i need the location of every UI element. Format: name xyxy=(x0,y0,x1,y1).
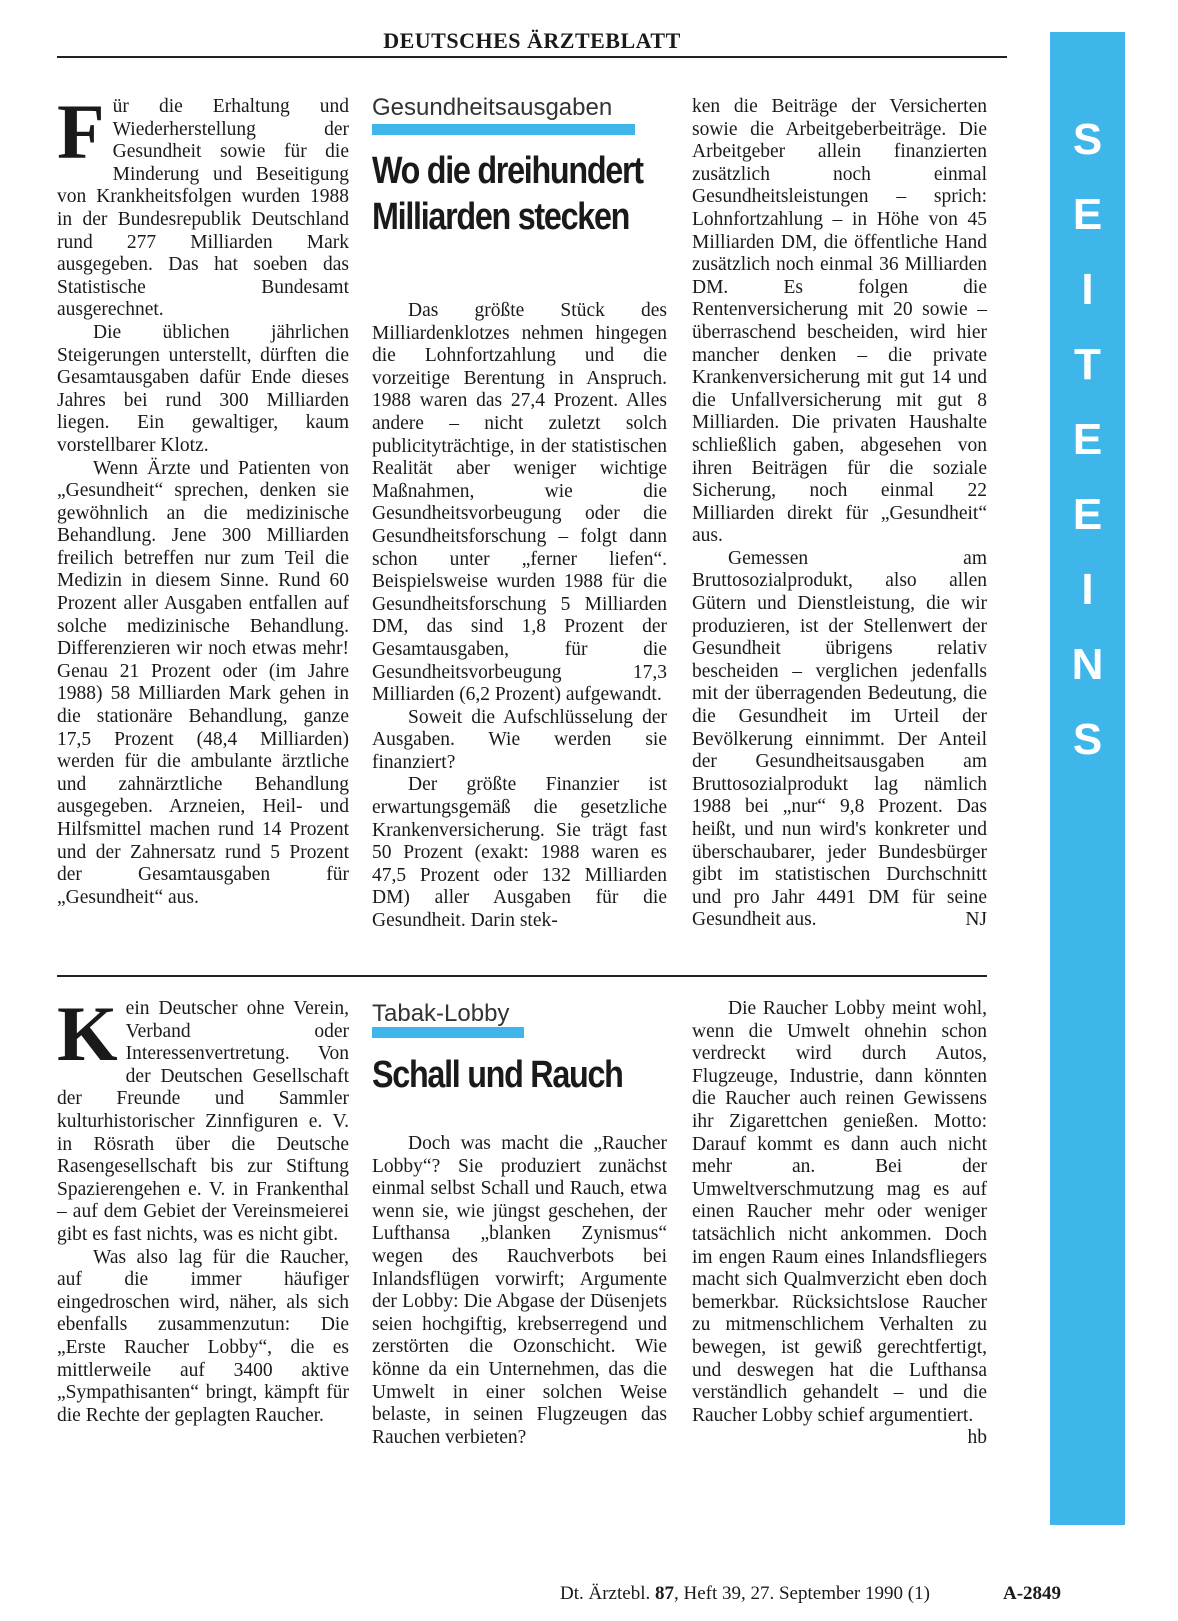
article2-column1 xyxy=(57,990,349,1427)
paragraph: ein Deutscher ohne Verein, Verband oder Interessenvertretung. Von der Deutschen Gesellschaft der Freunde und Sammler kulturhistorischer Zinnfiguren e. V. in Rösrath über die Deutsche Rasengesellschaft bis zur Stiftung Spazierengehen e. V. in Frankenthal – auf dem Gebiet der Vereinsmeierei gibt es fast nichts, was es nicht gibt. xyxy=(57,998,349,1245)
paragraph: Die üblichen jährlichen Steigerungen unterstellt, dürften die Gesamtausgaben dafür Ende dieses Jahres bei rund 300 Milliarden liegen. Ein gewaltiger, kaum vorstellbarer Klotz. xyxy=(57,321,349,456)
sidebar-letter: E xyxy=(1072,490,1103,539)
headline-line: Milliarden stecken xyxy=(372,196,630,238)
paragraph: ür die Erhaltung und Wiederherstellung der Gesundheit sowie für die Minderung und Beseitigung von Krankheitsfolgen wurden 1988 in der Bundesrepublik Deutschland rund 277 Milliarden Mark ausgegeben. Das hat soeben das Statistische Bundesamt ausgerechnet. xyxy=(57,96,349,321)
citation-volume: 87 xyxy=(654,1583,674,1604)
article-divider xyxy=(57,975,987,977)
sidebar-letter: T xyxy=(1074,340,1101,389)
paragraph: Wenn Ärzte und Patienten von „Gesundheit“ sprechen, denken sie gewöhnlich an die medizinische Behandlung. Jene 300 Milliarden freilich betreffen nur zum Teil die Medizin in diesem Sinne. Rund 60 Prozent aller Ausgaben entfallen auf solche medizinische Behandlung. Differenzieren wir noch etwas mehr! Genau 21 Prozent oder (im Jahre 1988) 58 Milliarden Mark gehen in die stationäre Behandlung, ganze 17,5 Prozent (48,4 Milliarden) werden für die ambulante ärztliche und zahnärztliche Behandlung ausgegeben. Arzneien, Heil- und Hilfsmittel machen rund 14 Prozent und der Zahnersatz rund 5 Prozent der Gesamtausgaben für „Gesundheit“ aus. xyxy=(57,457,349,908)
article1-kicker-bar xyxy=(372,124,635,135)
article1-headline xyxy=(372,148,670,240)
seite-eins-sidebar xyxy=(1050,32,1125,1525)
page-number: A-2849 xyxy=(1003,1583,1062,1604)
sidebar-letter: S xyxy=(1072,715,1103,764)
paragraph: Doch was macht die „Raucher Lobby“? Sie produziert zunächst einmal selbst Schall und Rauch, etwa wenn sie, wie jüngst geschehen, der Lufthansa „blanken Zynismus“ wegen des Rauchverbots bei Inlandsflügen vorwirft; Argumente der Lobby: Die Abgase der Düsenjets seien hochgiftig, krebserregend und zerstörten die Ozonschicht. Wie könne da ein Unternehmen, das die Umwelt in einer solchen Weise belaste, in seinen Flugzeugen das Rauchen verbieten? xyxy=(372,1133,667,1448)
paragraph: Das größte Stück des Milliardenklotzes nehmen hingegen die Lohnfortzahlung und die vorzeitige Berentung in Anspruch. 1988 waren das 27,4 Prozent. Alles andere – nicht zuletzt solch publicityträchtige, in der statistischen Realität aber weniger wichtige Maßnahmen, wie die Gesundheitsvorbeugung oder die Gesundheitsforschung – folgt dann schon unter „ferner liefen“. Beispielsweise wurden 1988 für die Gesundheitsforschung 5 Milliarden DM, das sind 1,8 Prozent der Gesamtausgaben, für die Gesundheitsvorbeugung 17,3 Milliarden (6,2 Prozent) aufgewandt. xyxy=(372,300,667,706)
masthead: DEUTSCHES ÄRZTEBLATT xyxy=(383,28,681,53)
paragraph xyxy=(692,998,987,1449)
article2-kicker: Tabak-Lobby xyxy=(372,1000,510,1027)
headline-line: Wo die dreihundert xyxy=(372,150,643,192)
article1-kicker: Gesundheitsausgaben xyxy=(372,94,613,121)
article1-column2 xyxy=(372,300,667,933)
paragraph: ken die Beiträge der Versicherten sowie die Arbeitgeberbeiträge. Die Arbeitgeber allein finanzierten zusätzlich noch einmal Gesundheitsleistungen – sprich: Lohnfortzahlung – in Höhe von 45 Milliarden DM, die öffentliche Hand zusätzlich noch einmal 36 Milliarden DM. Es folgen die Rentenversicherung mit 20 sowie – überraschend bescheiden, wird hier mancher denken – die private Krankenversicherung mit gut 14 und die Unfallversicherung mit gut 8 Milliarden. Die privaten Haushalte schließlich gaben, abgesehen von ihren Beiträgen für die soziale Sicherung, noch einmal 22 Milliarden direkt für „Gesundheit“ aus. xyxy=(692,96,987,547)
sidebar-letters xyxy=(1050,102,1125,777)
paragraph: Der größte Finanzier ist erwartungsgemäß die gesetzliche Krankenversicherung. Sie trägt fast 50 Prozent (exakt: 1988 waren es 47,5 Prozent oder 132 Milliarden DM) aller Ausgaben für die Gesundheit. Darin stek- xyxy=(372,774,667,932)
paragraph: Soweit die Aufschlüsselung der Ausgaben. Wie werden sie finanziert? xyxy=(372,706,667,773)
article1-column1 xyxy=(57,88,349,909)
citation-prefix: Dt. Ärztebl. xyxy=(560,1583,655,1604)
sidebar-letter: E xyxy=(1072,190,1103,239)
citation-suffix: , Heft 39, 27. September 1990 (1) xyxy=(673,1583,930,1604)
article2-column2 xyxy=(372,1133,667,1449)
author-signature: NJ xyxy=(965,909,987,931)
dropcap: K xyxy=(57,990,118,1077)
article1-column3 xyxy=(692,96,987,932)
article2-column3 xyxy=(692,998,987,1450)
paragraph-text: Die Raucher Lobby meint wohl, wenn die Umwelt ohnehin schon verdreckt wird durch Autos, Flugzeuge, Industrie, dann könnten die Raucher auch reinen Gewissens ihr Zigarettchen genießen. Motto: Darauf kommt es dann auch nicht mehr an. Bei der Umweltverschmutzung mag es auf einen Raucher mehr oder weniger tatsächlich nicht ankommen. Doch im engen Raum eines Inlandsfliegers macht sich Qualmverzicht eben doch bemerkbar. Rücksichtslose Raucher zu mitmenschlichem Verhalten zu bewegen, ist gewiß gerechtfertigt, und deswegen hat die Lufthansa verständlich gehandelt – und die Raucher Lobby schief argumentiert. xyxy=(692,998,987,1426)
footer-citation xyxy=(560,1583,930,1605)
sidebar-letter: I xyxy=(1081,565,1094,614)
sidebar-letter: I xyxy=(1081,265,1094,314)
paragraph-text: Gemessen am Bruttosozialprodukt, also allen Gütern und Dienstleistung, die wir produzieren, ist der Stellenwert der Gesundheit übrigens relativ bescheiden – verglichen jedenfalls mit der überragenden Bedeutung, die die Gesundheit im Urteil der Bevölkerung einnimmt. Der Anteil der Gesundheitsausgaben am Bruttosozialprodukt lag nämlich 1988 bei „nur“ 9,8 Prozent. Das heißt, und nun wird's konkreter und überschaubarer, jeder Bundesbürger gibt im statistischen Durchschnitt und pro Jahr 4491 DM für seine Gesundheit aus. xyxy=(692,547,987,931)
sidebar-letter: S xyxy=(1072,115,1103,164)
masthead-rule xyxy=(57,56,1007,58)
sidebar-letter: E xyxy=(1072,415,1103,464)
paragraph: Was also lag für die Raucher, auf die immer häufiger eingedroschen wird, näher, als sich ebenfalls zusammenzutun: Die „Erste Raucher Lobby“, die es mittlerweile auf 3400 aktive „Sympathisanten“ bringt, kämpft für die Rechte der geplagten Raucher. xyxy=(57,1246,349,1426)
author-signature: hb xyxy=(967,1427,987,1449)
dropcap: F xyxy=(57,88,105,175)
article2-headline: Schall und Rauch xyxy=(372,1054,623,1096)
article2-kicker-bar xyxy=(372,1027,524,1038)
paragraph xyxy=(692,548,987,932)
sidebar-letter: N xyxy=(1071,640,1104,689)
